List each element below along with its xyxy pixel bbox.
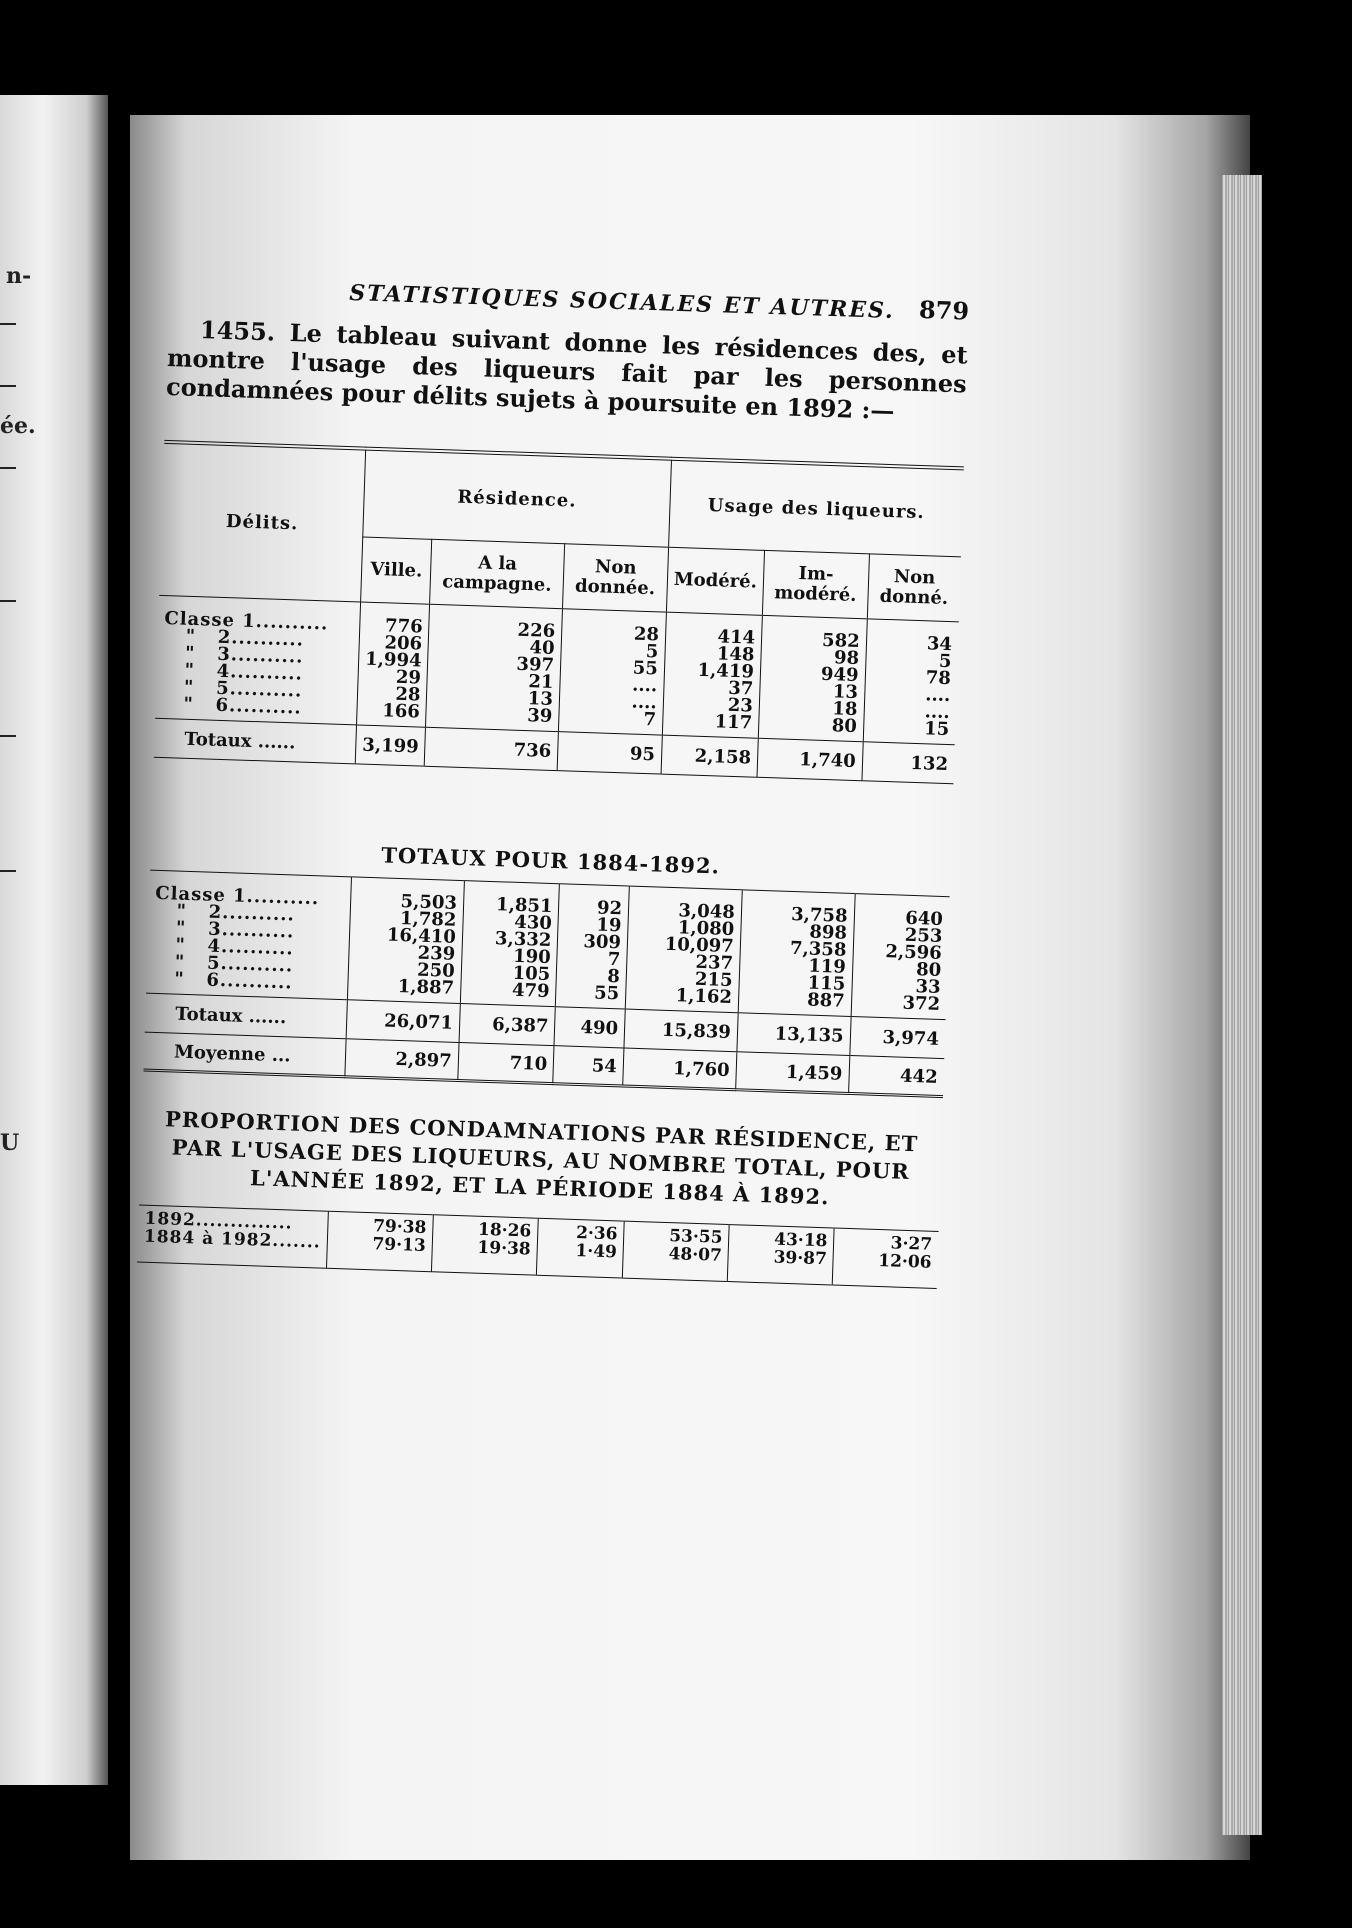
total-immodere: 13,135 <box>737 1013 851 1056</box>
header-modere: Modéré. <box>666 547 764 615</box>
moyenne-non-donnee: 54 <box>553 1046 624 1086</box>
running-title: STATISTIQUES SOCIALES ET AUTRES. <box>348 279 896 325</box>
header-campagne: A la campagne. <box>430 539 565 608</box>
col-non-donne: 3·27 12·06 <box>877 1233 933 1273</box>
paragraph-number: 1455. <box>199 315 276 347</box>
total-modere: 15,839 <box>624 1009 738 1052</box>
col-modere: 53·55 48·07 <box>668 1226 723 1266</box>
total-campagne: 736 <box>425 727 559 770</box>
header-usage: Usage des liqueurs. <box>668 459 964 557</box>
col-non-donne: 34 5 78 .... .... 15 <box>923 633 953 741</box>
page-edge <box>1222 175 1262 1835</box>
header-non-donnee: Non donnée. <box>562 544 668 612</box>
col-non-donnee: 92 19 309 7 8 55 <box>583 897 623 1005</box>
moyenne-modere: 1,760 <box>623 1048 737 1090</box>
header-delits: Délits. <box>159 442 365 602</box>
col-modere: 3,048 1,080 10,097 237 215 1,162 <box>664 900 736 1009</box>
moyenne-non-donne: 442 <box>848 1055 944 1096</box>
table-1884-1892 <box>143 870 949 1098</box>
section-title-totaux: TOTAUX POUR 1884-1892. <box>380 842 721 879</box>
col-non-donnee: 2·36 1·49 <box>575 1222 618 1263</box>
proportion-title: PROPORTION DES CONDAMNATIONS PAR RÉSIDENCE, ET PAR L'USAGE DES LIQUEURS, AU NOMBRE TOTAL, POUR L'ANNÉE 1892, ET LA PÉRIODE 1884 À 1892. <box>164 1106 919 1210</box>
left-page-rule <box>0 870 16 872</box>
col-ville: 5,503 1,782 16,410 239 250 1,887 <box>386 890 458 999</box>
intro-text: Le tableau suivant donne les résidences des, et montre l'usage des liqueurs fait par les personnes condamnées pour délits sujets à poursuite en 1892 :— <box>165 318 969 426</box>
total-non-donne: 132 <box>862 742 955 784</box>
left-page-rule <box>0 600 16 602</box>
total-immodere: 1,740 <box>757 738 863 780</box>
header-non-donne: Non donné. <box>867 554 961 622</box>
left-page-fragment <box>0 95 108 1785</box>
header-immodere: Im- modéré. <box>762 550 869 618</box>
col-campagne: 226 40 397 21 13 39 <box>516 619 556 727</box>
col-immodere: 3,758 898 7,358 119 115 887 <box>789 903 848 1012</box>
moyenne-immodere: 1,459 <box>735 1052 849 1094</box>
page-number: 879 <box>918 294 970 326</box>
total-ville: 26,071 <box>346 1000 460 1043</box>
header-residence: Résidence. <box>363 449 672 548</box>
col-modere: 414 148 1,419 37 23 117 <box>697 626 756 734</box>
col-campagne: 18·26 19·38 <box>477 1219 532 1260</box>
total-non-donnee: 490 <box>554 1007 625 1048</box>
left-page-text: n- <box>6 263 32 289</box>
row-labels: Classe 1.......... " 2.......... " 3.......... " 4.......... " 5.......... " 6.......... <box>161 608 329 719</box>
col-campagne: 1,851 430 3,332 190 105 479 <box>494 894 553 1002</box>
total-modere: 2,158 <box>661 735 758 777</box>
total-non-donne: 3,974 <box>849 1016 945 1058</box>
totals-label: Totaux ...... <box>145 993 348 1039</box>
header-ville: Ville. <box>361 537 432 604</box>
moyenne-label: Moyenne ... <box>143 1032 346 1077</box>
moyenne-campagne: 710 <box>458 1043 555 1084</box>
table-1892 <box>154 440 964 784</box>
total-ville: 3,199 <box>355 725 426 766</box>
totals-label: Totaux ...... <box>154 718 357 764</box>
left-page-text: U <box>0 1130 20 1156</box>
left-page-rule <box>0 467 16 469</box>
col-non-donnee: 28 5 55 .... .... 7 <box>631 623 660 731</box>
col-non-donne: 640 253 2,596 80 33 372 <box>885 907 944 1015</box>
total-non-donnee: 95 <box>557 732 662 774</box>
left-page-text: ée. <box>0 413 36 439</box>
left-page-rule <box>0 323 16 325</box>
col-ville: 776 206 1,994 29 28 166 <box>364 615 424 723</box>
row-labels: 1892.............. 1884 à 1982....... <box>143 1208 322 1253</box>
col-immodere: 43·18 39·87 <box>773 1229 828 1270</box>
moyenne-ville: 2,897 <box>345 1039 459 1081</box>
left-page-rule <box>0 735 16 737</box>
row-labels: Classe 1.......... " 2.......... " 3.......... " 4.......... " 5.......... " 6.......... <box>152 882 320 994</box>
col-ville: 79·38 79·13 <box>372 1216 427 1257</box>
left-page-rule <box>0 385 16 387</box>
total-campagne: 6,387 <box>459 1004 556 1046</box>
col-immodere: 582 98 949 13 18 80 <box>820 629 861 738</box>
